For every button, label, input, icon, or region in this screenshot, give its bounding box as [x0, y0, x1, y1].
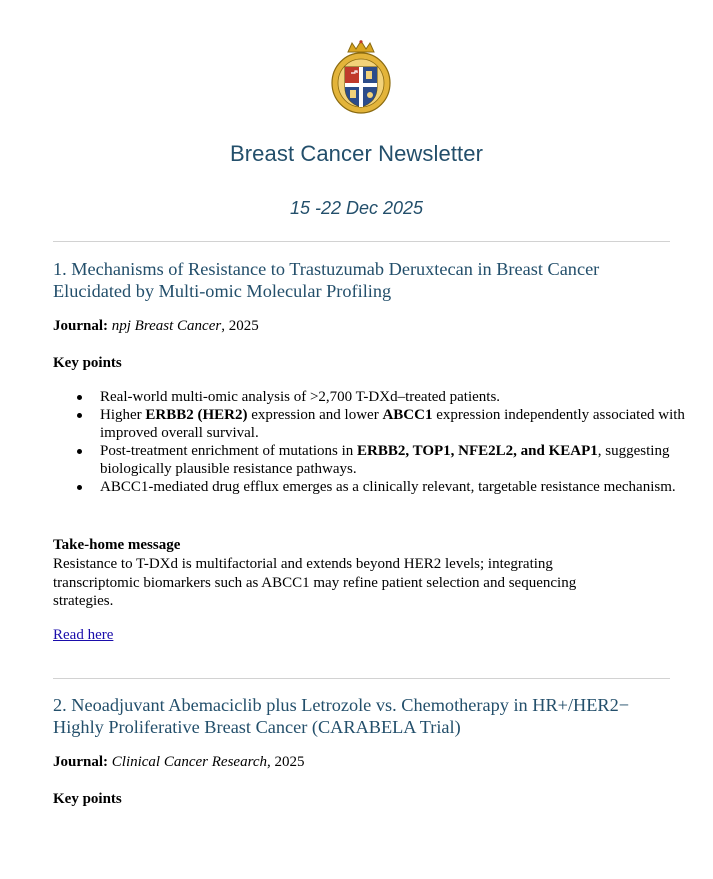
take-home-text: Resistance to T-DXd is multifactorial and extends beyond HER2 levels; integrating transcriptomic biomarkers such as ABCC1 may refine patient selection and sequencing strategies.	[53, 556, 577, 609]
journal-name: Clinical Cancer Research	[111, 754, 268, 770]
journal-label: Journal:	[53, 318, 112, 334]
divider	[53, 678, 670, 679]
read-here-link[interactable]: Read here	[53, 627, 114, 643]
newsletter-title: Breast Cancer Newsletter	[229, 141, 484, 166]
article-title: 2. Neoadjuvant Abemaciclib plus Letrozole vs. Chemotherapy in HR+/HER2− Highly Proliferative Breast Cancer (CARABELA Trial)	[53, 695, 630, 737]
key-points-list	[53, 388, 700, 496]
journal-name: npj Breast Cancer	[111, 318, 222, 334]
newsletter-date-range: 15 -22 Dec 2025	[289, 198, 424, 218]
article-title: 1. Mechanisms of Resistance to Trastuzumab Deruxtecan in Breast Cancer Elucidated by Multi-omic Molecular Profiling	[53, 259, 600, 301]
list-item: ABCC1-mediated drug efflux emerges as a clinically relevant, targetable resistance mechanism.	[100, 478, 700, 496]
university-crest-icon	[330, 40, 392, 114]
journal-year: , 2025	[221, 318, 259, 334]
journal-label: Journal:	[53, 754, 112, 770]
journal-year: , 2025	[267, 754, 305, 770]
take-home-heading: Take-home message	[53, 537, 181, 553]
divider	[53, 241, 670, 242]
key-points-heading: Key points	[53, 791, 122, 807]
list-item: Higher ERBB2 (HER2) expression and lower ABCC1 expression independently associated with improved overall survival.	[100, 406, 700, 442]
article-journal	[53, 318, 259, 335]
article-journal	[53, 754, 305, 771]
key-points-heading: Key points	[53, 355, 122, 371]
list-item: Post-treatment enrichment of mutations in ERBB2, TOP1, NFE2L2, and KEAP1, suggesting biologically plausible resistance pathways.	[100, 442, 700, 478]
list-item: Real-world multi-omic analysis of >2,700 T-DXd–treated patients.	[100, 388, 700, 406]
